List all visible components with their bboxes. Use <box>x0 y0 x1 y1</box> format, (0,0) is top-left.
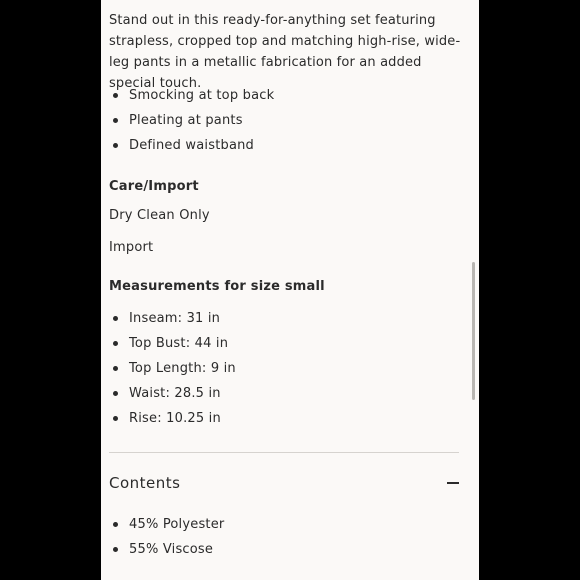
product-details-panel <box>101 0 479 580</box>
measurement-text: Rise: 10.25 in <box>129 411 221 426</box>
bullet-icon <box>113 416 118 421</box>
description-paragraph: Stand out in this ready-for-anything set featuring strapless, cropped top and matching high-rise, wide-leg pants in a metallic fabrication for an added special touch. <box>109 13 461 91</box>
list-item <box>109 406 449 431</box>
list-item <box>109 83 449 108</box>
list-item <box>109 381 449 406</box>
bullet-icon <box>113 316 118 321</box>
list-item <box>109 537 449 562</box>
bullet-icon <box>113 366 118 371</box>
contents-title: Contents <box>109 474 181 492</box>
feature-list <box>109 83 449 158</box>
list-item <box>109 356 449 381</box>
measurements-list <box>109 306 449 431</box>
bullet-icon <box>113 143 118 148</box>
care-line: Import <box>109 240 154 255</box>
minus-icon[interactable] <box>447 482 459 484</box>
bullet-icon <box>113 547 118 552</box>
contents-text: 45% Polyester <box>129 517 225 532</box>
measurement-text: Inseam: 31 in <box>129 311 221 326</box>
bullet-icon <box>113 341 118 346</box>
measurement-text: Waist: 28.5 in <box>129 386 221 401</box>
list-item <box>109 331 449 356</box>
list-item <box>109 133 449 158</box>
scrollbar-thumb[interactable] <box>472 262 475 400</box>
contents-text: 55% Viscose <box>129 542 214 557</box>
list-item <box>109 512 449 537</box>
contents-list <box>109 512 449 562</box>
feature-text: Smocking at top back <box>129 88 275 103</box>
section-divider <box>109 452 459 453</box>
measurement-text: Top Length: 9 in <box>129 361 236 376</box>
bullet-icon <box>113 93 118 98</box>
measurements-heading: Measurements for size small <box>109 279 325 294</box>
measurement-text: Top Bust: 44 in <box>129 336 229 351</box>
feature-text: Defined waistband <box>129 138 255 153</box>
care-line: Dry Clean Only <box>109 208 210 223</box>
care-heading: Care/Import <box>109 179 199 194</box>
list-item <box>109 108 449 133</box>
bullet-icon <box>113 391 118 396</box>
bullet-icon <box>113 118 118 123</box>
bullet-icon <box>113 522 118 527</box>
contents-accordion-toggle[interactable] <box>109 470 459 496</box>
list-item <box>109 306 449 331</box>
feature-text: Pleating at pants <box>129 113 243 128</box>
